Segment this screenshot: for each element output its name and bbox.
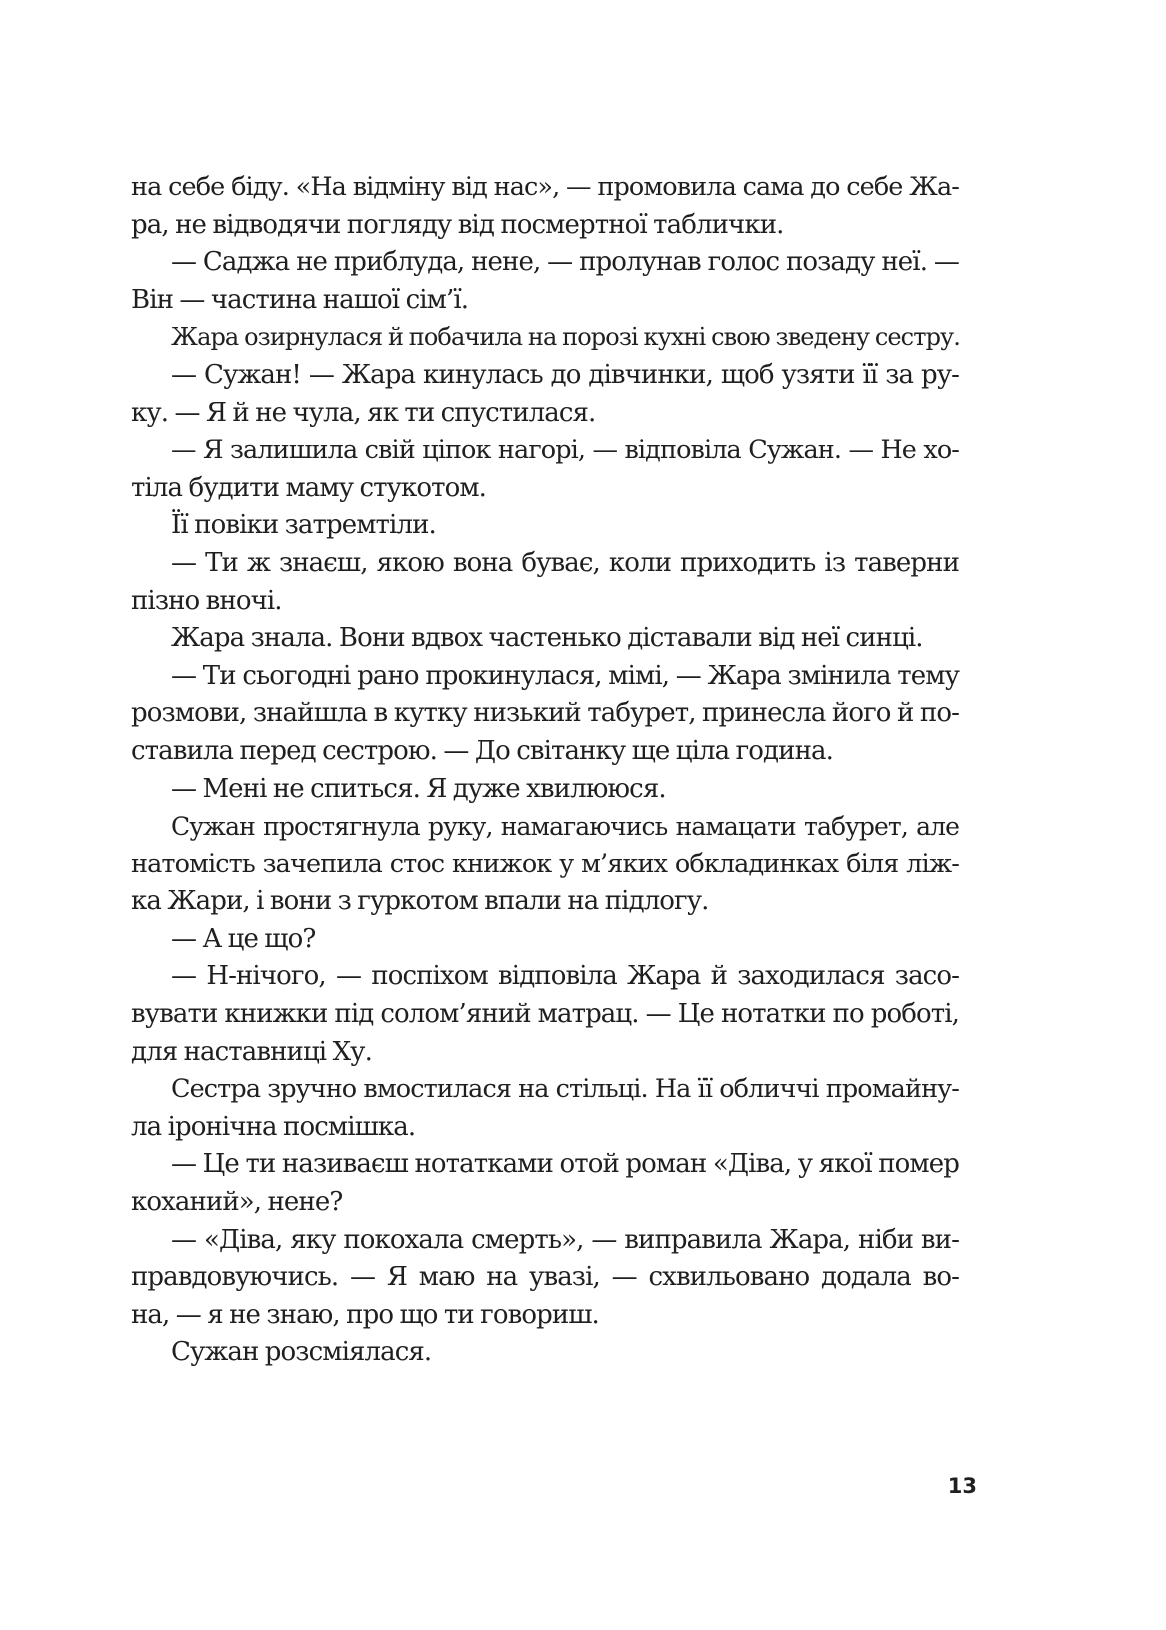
text-line: Сестра зручно вмостилася на стільці. На її обличчі промайну- — [171, 1074, 959, 1105]
text-line: — Сужан! — Жара кинулась до дівчинки, щоб узяти її за ру- — [171, 359, 959, 390]
text-line: — Це ти називаєш нотатками отой роман «Діва, у якої помер — [171, 1149, 959, 1180]
text-line: Він — частина нашої сім’ї. — [131, 284, 469, 315]
text-line: на себе біду. «На відміну від нас», — промовила сама до себе Жа- — [131, 172, 959, 202]
text-line: тіла будити маму стукотом. — [131, 472, 487, 503]
text-line: ку. — Я й не чула, як ти спустилася. — [131, 397, 596, 428]
text-line: — «Діва, яку покохала смерть», — виправила Жара, ніби ви- — [171, 1224, 959, 1255]
text-line: натомість зачепила стос книжок у м’яких обкладинках біля ліж- — [131, 848, 959, 879]
text-line: — Саджа не приблуда, нене, — пролунав голос позаду неї. — — [171, 247, 959, 278]
text-line: — А це що? — [171, 923, 316, 954]
text-line: ка Жари, і вони з гуркотом впали на підлогу. — [131, 886, 709, 917]
text-line: ла іронічна посмішка. — [131, 1111, 416, 1142]
text-line: — Ти сьогодні рано прокинулася, мімі, — Жара змінила тему — [171, 660, 959, 691]
page-number: 13 — [947, 1474, 977, 1498]
text-line: Жара знала. Вони вдвох частенько діставали від неї синці. — [171, 623, 923, 654]
text-line: Її повіки затремтіли. — [171, 510, 436, 541]
text-line: розмови, знайшла в кутку низький табурет, принесла його й по- — [131, 698, 959, 729]
text-line: правдовуючись. — Я маю на увазі, — схвильовано додала во- — [131, 1262, 959, 1293]
text-line: пізно вночі. — [131, 585, 282, 616]
text-line: — Н-нічого, — поспіхом відповіла Жара й заходилася засо- — [171, 961, 959, 992]
text-line: — Мені не спиться. Я дуже хвилююся. — [171, 773, 666, 804]
text-line: Сужан простягнула руку, намагаючись намацати табурет, але — [171, 812, 959, 842]
body-text — [131, 169, 959, 1372]
text-line: вувати книжки під солом’яний матрац. — Це нотатки по роботі, — [131, 999, 959, 1030]
text-line: ра, не відводячи погляду від посмертної таблички. — [131, 209, 784, 240]
text-line: ставила перед сестрою. — До світанку ще ціла година. — [131, 735, 833, 766]
text-line: — Ти ж знаєш, якою вона буває, коли приходить із таверни — [171, 547, 959, 578]
text-line: Сужан розсміялася. — [171, 1337, 432, 1368]
text-line: на, — я не знаю, про що ти говориш. — [131, 1299, 599, 1330]
text-line: — Я залишила свій ціпок нагорі, — відповіла Сужан. — Не хо- — [171, 435, 959, 466]
text-line: Жара озирнулася й побачила на порозі кухні свою зведену сестру. — [171, 323, 961, 352]
text-line: для наставниці Ху. — [131, 1036, 372, 1067]
text-line: коханий», нене? — [131, 1187, 343, 1218]
